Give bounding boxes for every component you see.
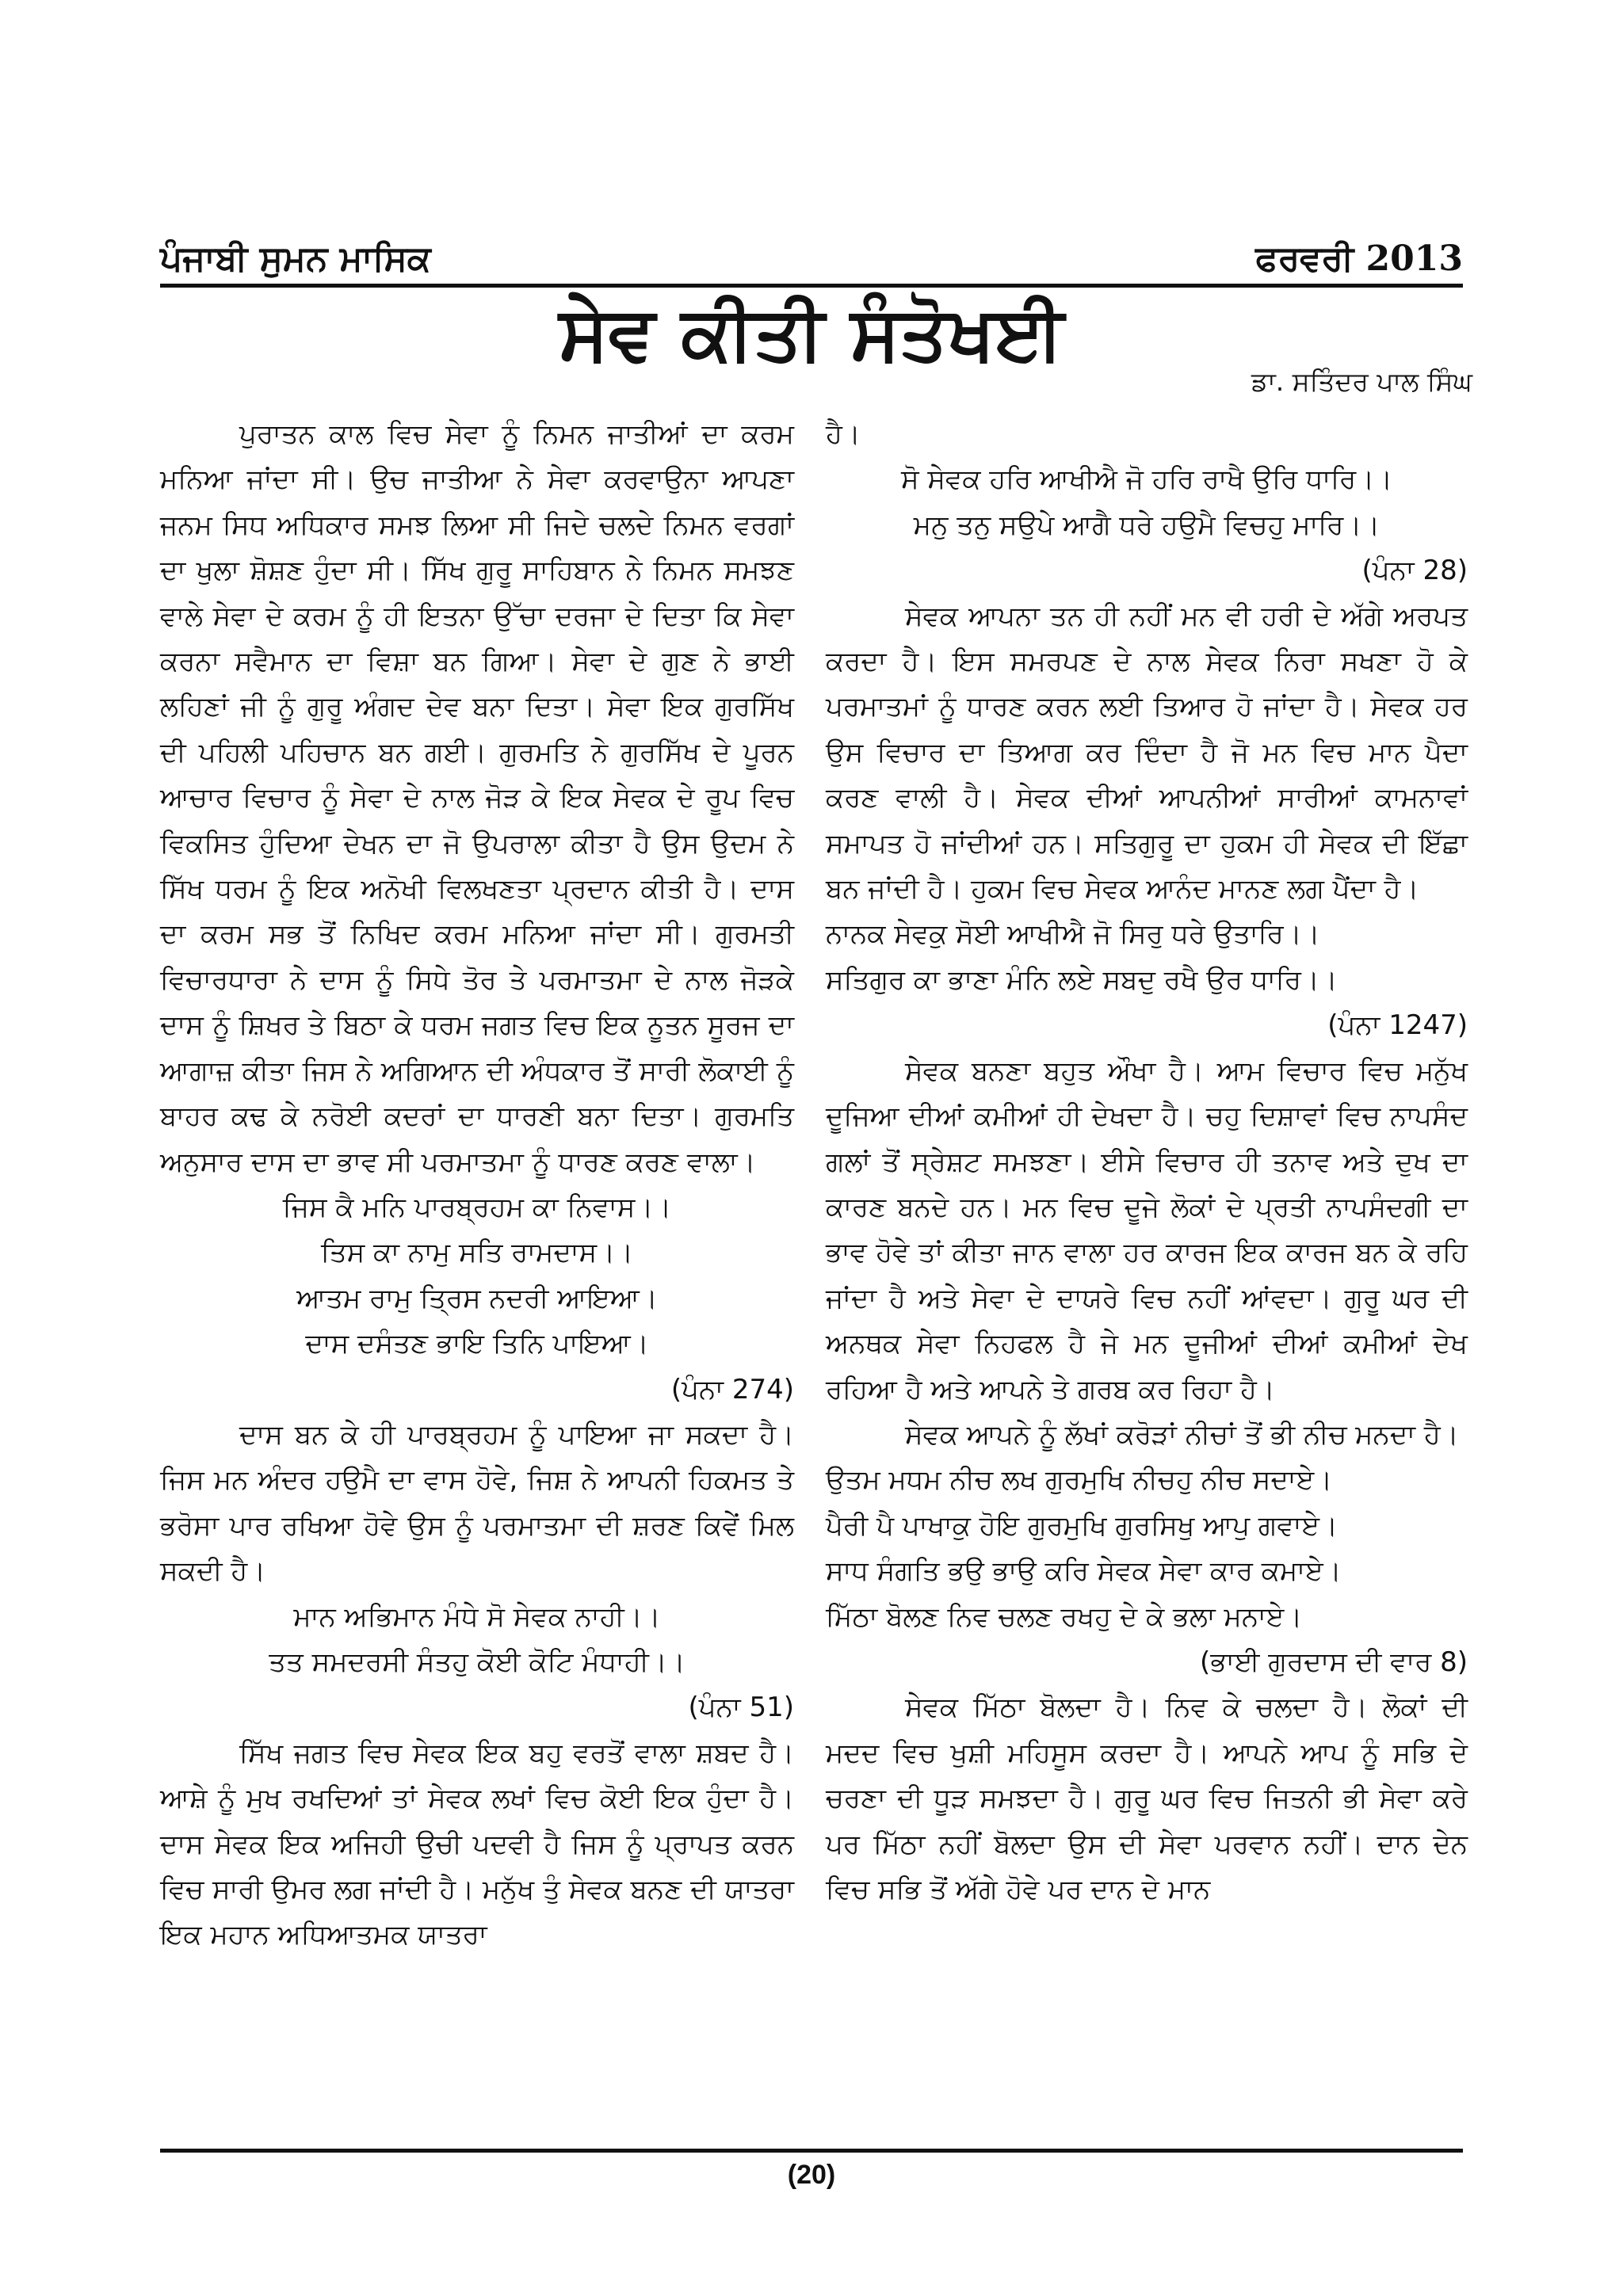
scripture-reference: (ਪੰਨਾ 1247) bbox=[1327, 1009, 1468, 1042]
left-column bbox=[160, 412, 794, 1958]
article-author: ਡਾ. ਸਤਿੰਦਰ ਪਾਲ ਸਿੰਘ bbox=[1251, 366, 1472, 397]
paragraph: ਸੇਵਕ ਮਿੱਠਾ ਬੋਲਦਾ ਹੈ। ਨਿਵ ਕੇ ਚਲਦਾ ਹੈ। ਲੋਕਾਂ ਦੀ ਮਦਦ ਵਿਚ ਖੁਸ਼ੀ ਮਹਿਸੂਸ ਕਰਦਾ ਹੈ। ਆਪਨੇ ਆਪ ਨੂੰ ਸਭਿ ਦੇ ਚਰਣਾ ਦੀ ਧੂੜ ਸਮਝਦਾ ਹੈ। ਗੁਰੂ ਘਰ ਵਿਚ ਜਿਤਨੀ ਭੀ ਸੇਵਾ ਕਰੇ ਪਰ ਮਿੱਠਾ ਨਹੀਂ ਬੋਲਦਾ ਉਸ ਦੀ ਸੇਵਾ ਪਰਵਾਨ ਨਹੀਂ। ਦਾਨ ਦੇਨ ਵਿਚ ਸਭਿ ਤੋਂ ਅੱਗੇ ਹੋਵੇ ਪਰ ਦਾਨ ਦੇ ਮਾਨ bbox=[826, 1691, 1468, 1905]
page-header bbox=[160, 231, 1463, 279]
paragraph: ਸੇਵਕ ਆਪਨੇ ਨੂੰ ਲੱਖਾਂ ਕਰੋੜਾਂ ਨੀਚਾਂ ਤੋਂ ਭੀ ਨੀਚ ਮਨਦਾ ਹੈ। bbox=[905, 1418, 1459, 1451]
paragraph: ਹੈ। bbox=[826, 418, 861, 450]
verse-line: ਪੈਰੀ ਪੈ ਪਾਖਾਕੁ ਹੋਇ ਗੁਰਮੁਖਿ ਗੁਰਸਿਖੁ ਆਪੁ ਗਵਾਏ। bbox=[826, 1509, 1338, 1542]
article-title: ਸੇਵ ਕੀਤੀ ਸੰਤੋਖਈ bbox=[559, 291, 1064, 377]
issue-month: ਫਰਵਰੀ bbox=[1255, 238, 1354, 279]
magazine-name: ਪੰਜਾਬੀ ਸੁਮਨ ਮਾਸਿਕ bbox=[160, 238, 431, 279]
paragraph: ਸੇਵਕ ਆਪਨਾ ਤਨ ਹੀ ਨਹੀਂ ਮਨ ਵੀ ਹਰੀ ਦੇ ਅੱਗੇ ਅਰਪਤ ਕਰਦਾ ਹੈ। ਇਸ ਸਮਰਪਣ ਦੇ ਨਾਲ ਸੇਵਕ ਨਿਰਾ ਸਖਣਾ ਹੋ ਕੇ ਪਰਮਾਤਮਾਂ ਨੂੰ ਧਾਰਣ ਕਰਨ ਲਈ ਤਿਆਰ ਹੋ ਜਾਂਦਾ ਹੈ। ਸੇਵਕ ਹਰ ਉਸ ਵਿਚਾਰ ਦਾ ਤਿਆਗ ਕਰ ਦਿੰਦਾ ਹੈ ਜੋ ਮਨ ਵਿਚ ਮਾਨ ਪੈਦਾ ਕਰਣ ਵਾਲੀ ਹੈ। ਸੇਵਕ ਦੀਆਂ ਆਪਨੀਆਂ ਸਾਰੀਆਂ ਕਾਮਨਾਵਾਂ ਸਮਾਪਤ ਹੋ ਜਾਂਦੀਆਂ ਹਨ। ਸਤਿਗੁਰੂ ਦਾ ਹੁਕਮ ਹੀ ਸੇਵਕ ਦੀ ਇੱਛਾ ਬਨ ਜਾਂਦੀ ਹੈ। ਹੁਕਮ ਵਿਚ ਸੇਵਕ ਆਨੰਦ ਮਾਨਣ ਲਗ ਪੈਂਦਾ ਹੈ। bbox=[826, 600, 1468, 906]
paragraph: ਦਾਸ ਬਨ ਕੇ ਹੀ ਪਾਰਬ੍ਰਹਮ ਨੂੰ ਪਾਇਆ ਜਾ ਸਕਦਾ ਹੈ। ਜਿਸ ਮਨ ਅੰਦਰ ਹਉਮੈ ਦਾ ਵਾਸ ਹੋਵੇ, ਜਿਸ਼ ਨੇ ਆਪਨੀ ਹਿਕਮਤ ਤੇ ਭਰੋਸਾ ਪਾਰ ਰਖਿਆ ਹੋਵੇ ਉਸ ਨੂੰ ਪਰਮਾਤਮਾ ਦੀ ਸ਼ਰਣ ਕਿਵੇਂ ਮਿਲ ਸਕਦੀ ਹੈ। bbox=[160, 1418, 794, 1588]
paragraph: ਸਿੱਖ ਜਗਤ ਵਿਚ ਸੇਵਕ ਇਕ ਬਹੁ ਵਰਤੋਂ ਵਾਲਾ ਸ਼ਬਦ ਹੈ। ਆਸ਼ੇ ਨੂੰ ਮੁਖ ਰਖਦਿਆਂ ਤਾਂ ਸੇਵਕ ਲਖਾਂ ਵਿਚ ਕੋਈ ਇਕ ਹੁੰਦਾ ਹੈ। ਦਾਸ ਸੇਵਕ ਇਕ ਅਜਿਹੀ ਉਚੀ ਪਦਵੀ ਹੈ ਜਿਸ ਨੂੰ ਪ੍ਰਾਪਤ ਕਰਨ ਵਿਚ ਸਾਰੀ ਉਮਰ ਲਗ ਜਾਂਦੀ ਹੈ। ਮਨੁੱਖ ਤੁੰ ਸੇਵਕ ਬਨਣ ਦੀ ਯਾਤਰਾ ਇਕ ਮਹਾਨ ਅਧਿਆਤਮਕ ਯਾਤਰਾ bbox=[160, 1737, 794, 1951]
issue-date bbox=[1255, 238, 1463, 279]
verse-line: ਜਿਸ ਕੈ ਮਨਿ ਪਾਰਬ੍ਰਹਮ ਕਾ ਨਿਵਾਸ।। bbox=[282, 1191, 672, 1223]
scripture-reference: (ਭਾਈ ਗੁਰਦਾਸ ਦੀ ਵਾਰ 8) bbox=[1200, 1646, 1468, 1678]
right-column bbox=[826, 412, 1468, 1913]
verse-line: ਤਿਸ ਕਾ ਨਾਮੁ ਸਤਿ ਰਾਮਦਾਸ।। bbox=[320, 1237, 634, 1269]
verse-line: ਤਤ ਸਮਦਰਸੀ ਸੰਤਹੁ ਕੋਈ ਕੋਟਿ ਮੰਧਾਹੀ।। bbox=[269, 1646, 685, 1678]
verse-line: ਮਨੁ ਤਨੁ ਸਉਪੇ ਆਗੈ ਧਰੇ ਹਉਮੈ ਵਿਚਹੁ ਮਾਰਿ।। bbox=[913, 509, 1381, 541]
paragraph: ਸੇਵਕ ਬਨਣਾ ਬਹੁਤ ਔਖਾ ਹੈ। ਆਮ ਵਿਚਾਰ ਵਿਚ ਮਨੁੱਖ ਦੂਜਿਆ ਦੀਆਂ ਕਮੀਆਂ ਹੀ ਦੇਖਦਾ ਹੈ। ਚਹੁ ਦਿਸ਼ਾਵਾਂ ਵਿਚ ਨਾਪਸੰਦ ਗਲਾਂ ਤੋਂ ਸ੍ਰੇਸ਼ਟ ਸਮਝਣਾ। ਈਸੇ ਵਿਚਾਰ ਹੀ ਤਨਾਵ ਅਤੇ ਦੁਖ ਦਾ ਕਾਰਣ ਬਨਦੇ ਹਨ। ਮਨ ਵਿਚ ਦੂਜੇ ਲੋਕਾਂ ਦੇ ਪ੍ਰਤੀ ਨਾਪਸੰਦਗੀ ਦਾ ਭਾਵ ਹੋਵੇ ਤਾਂ ਕੀਤਾ ਜਾਨ ਵਾਲਾ ਹਰ ਕਾਰਜ ਇਕ ਕਾਰਜ ਬਨ ਕੇ ਰਹਿ ਜਾਂਦਾ ਹੈ ਅਤੇ ਸੇਵਾ ਦੇ ਦਾਯਰੇ ਵਿਚ ਨਹੀਂ ਆਂਵਦਾ। ਗੁਰੂ ਘਰ ਦੀ ਅਨਥਕ ਸੇਵਾ ਨਿਹਫਲ ਹੈ ਜੇ ਮਨ ਦੂਜੀਆਂ ਦੀਆਂ ਕਮੀਆਂ ਦੇਖ ਰਹਿਆ ਹੈ ਅਤੇ ਆਪਨੇ ਤੇ ਗਰਬ ਕਰ ਰਿਹਾ ਹੈ। bbox=[826, 1055, 1468, 1405]
verse-line: ਸਾਧ ਸੰਗਤਿ ਭਉ ਭਾਉ ਕਰਿ ਸੇਵਕ ਸੇਵਾ ਕਾਰ ਕਮਾਏ। bbox=[826, 1555, 1342, 1588]
footer-rule bbox=[160, 2149, 1463, 2153]
verse-line: ਸੋ ਸੇਵਕ ਹਰਿ ਆਖੀਐ ਜੋ ਹਰਿ ਰਾਖੈ ਉਰਿ ਧਾਰਿ।। bbox=[900, 463, 1393, 496]
verse-line: ਆਤਮ ਰਾਮੁ ਤ੍ਰਿਸ ਨਦਰੀ ਆਇਆ। bbox=[296, 1282, 658, 1314]
verse-line: ਸਤਿਗੁਰ ਕਾ ਭਾਣਾ ਮੰਨਿ ਲਏ ਸਬਦੁ ਰਖੈ ਉਰ ਧਾਰਿ।। bbox=[826, 963, 1338, 996]
page-number: (20) bbox=[787, 2160, 836, 2190]
verse-line: ਦਾਸ ਦਸੰਤਣ ਭਾਇ ਤਿਨਿ ਪਾਇਆ। bbox=[305, 1328, 649, 1360]
scripture-reference: (ਪੰਨਾ 28) bbox=[1361, 555, 1468, 587]
verse-line: ਨਾਨਕ ਸੇਵਕੁ ਸੋਈ ਆਖੀਐ ਜੋ ਸਿਰੁ ਧਰੇ ਉਤਾਰਿ।। bbox=[826, 918, 1320, 951]
verse-line: ਉਤਮ ਮਧਮ ਨੀਚ ਲਖ ਗੁਰਮੁਖਿ ਨੀਚਹੁ ਨੀਚ ਸਦਾਏ। bbox=[826, 1464, 1333, 1497]
scripture-reference: (ਪੰਨਾ 274) bbox=[670, 1373, 794, 1405]
verse-line: ਮਿੱਠਾ ਬੋਲਣ ਨਿਵ ਚਲਣ ਰਖਹੁ ਦੇ ਕੇ ਭਲਾ ਮਨਾਏ। bbox=[826, 1600, 1303, 1633]
scripture-reference: (ਪੰਨਾ 51) bbox=[688, 1691, 794, 1724]
verse-line: ਮਾਨ ਅਭਿਮਾਨ ਮੰਧੇ ਸੋ ਸੇਵਕ ਨਾਹੀ।। bbox=[293, 1600, 661, 1633]
paragraph: ਪੁਰਾਤਨ ਕਾਲ ਵਿਚ ਸੇਵਾ ਨੂੰ ਨਿਮਨ ਜਾਤੀਆਂ ਦਾ ਕਰਮ ਮਨਿਆ ਜਾਂਦਾ ਸੀ। ਉਚ ਜਾਤੀਆ ਨੇ ਸੇਵਾ ਕਰਵਾਉਨਾ ਆਪਣਾ ਜਨਮ ਸਿਧ ਅਧਿਕਾਰ ਸਮਝ ਲਿਆ ਸੀ ਜਿਦੇ ਚਲਦੇ ਨਿਮਨ ਵਰਗਾਂ ਦਾ ਖੁਲਾ ਸ਼ੋਸ਼ਣ ਹੁੰਦਾ ਸੀ। ਸਿੱਖ ਗੁਰੂ ਸਾਹਿਬਾਨ ਨੇ ਨਿਮਨ ਸਮਝਣ ਵਾਲੇ ਸੇਵਾ ਦੇ ਕਰਮ ਨੂੰ ਹੀ ਇਤਨਾ ਉੱਚਾ ਦਰਜਾ ਦੇ ਦਿਤਾ ਕਿ ਸੇਵਾ ਕਰਨਾ ਸਵੈਮਾਨ ਦਾ ਵਿਸ਼ਾ ਬਨ ਗਿਆ। ਸੇਵਾ ਦੇ ਗੁਣ ਨੇ ਭਾਈ ਲਹਿਣਾਂ ਜੀ ਨੂੰ ਗੁਰੂ ਅੰਗਦ ਦੇਵ ਬਨਾ ਦਿਤਾ। ਸੇਵਾ ਇਕ ਗੁਰਸਿੱਖ ਦੀ ਪਹਿਲੀ ਪਹਿਚਾਨ ਬਨ ਗਈ। ਗੁਰਮਤਿ ਨੇ ਗੁਰਸਿੱਖ ਦੇ ਪੂਰਨ ਆਚਾਰ ਵਿਚਾਰ ਨੂੰ ਸੇਵਾ ਦੇ ਨਾਲ ਜੋੜ ਕੇ ਇਕ ਸੇਵਕ ਦੇ ਰੂਪ ਵਿਚ ਵਿਕਸਿਤ ਹੁੰਦਿਆ ਦੇਖਨ ਦਾ ਜੋ ਉਪਰਾਲਾ ਕੀਤਾ ਹੈ ਉਸ ਉਦਮ ਨੇ ਸਿੱਖ ਧਰਮ ਨੂੰ ਇਕ ਅਨੋਖੀ ਵਿਲਖਣਤਾ ਪ੍ਰਦਾਨ ਕੀਤੀ ਹੈ। ਦਾਸ ਦਾ ਕਰਮ ਸਭ ਤੋਂ ਨਿਖਿਦ ਕਰਮ ਮਨਿਆ ਜਾਂਦਾ ਸੀ। ਗੁਰਮਤੀ ਵਿਚਾਰਧਾਰਾ ਨੇ ਦਾਸ ਨੂੰ ਸਿਧੇ ਤੋਰ ਤੇ ਪਰਮਾਤਮਾ ਦੇ ਨਾਲ ਜੋੜਕੇ ਦਾਸ ਨੂੰ ਸ਼ਿਖਰ ਤੇ ਬਿਠਾ ਕੇ ਧਰਮ ਜਗਤ ਵਿਚ ਇਕ ਨੂਤਨ ਸੂਰਜ ਦਾ ਆਗਾਜ਼ ਕੀਤਾ ਜਿਸ ਨੇ ਅਗਿਆਨ ਦੀ ਅੰਧਕਾਰ ਤੋਂ ਸਾਰੀ ਲੋਕਾਈ ਨੂੰ ਬਾਹਰ ਕਢ ਕੇ ਨਰੋਈ ਕਦਰਾਂ ਦਾ ਧਾਰਣੀ ਬਨਾ ਦਿਤਾ। ਗੁਰਮਤਿ ਅਨੁਸਾਰ ਦਾਸ ਦਾ ਭਾਵ ਸੀ ਪਰਮਾਤਮਾ ਨੂੰ ਧਾਰਣ ਕਰਣ ਵਾਲਾ। bbox=[160, 418, 794, 1178]
issue-year: 2013 bbox=[1365, 238, 1463, 279]
